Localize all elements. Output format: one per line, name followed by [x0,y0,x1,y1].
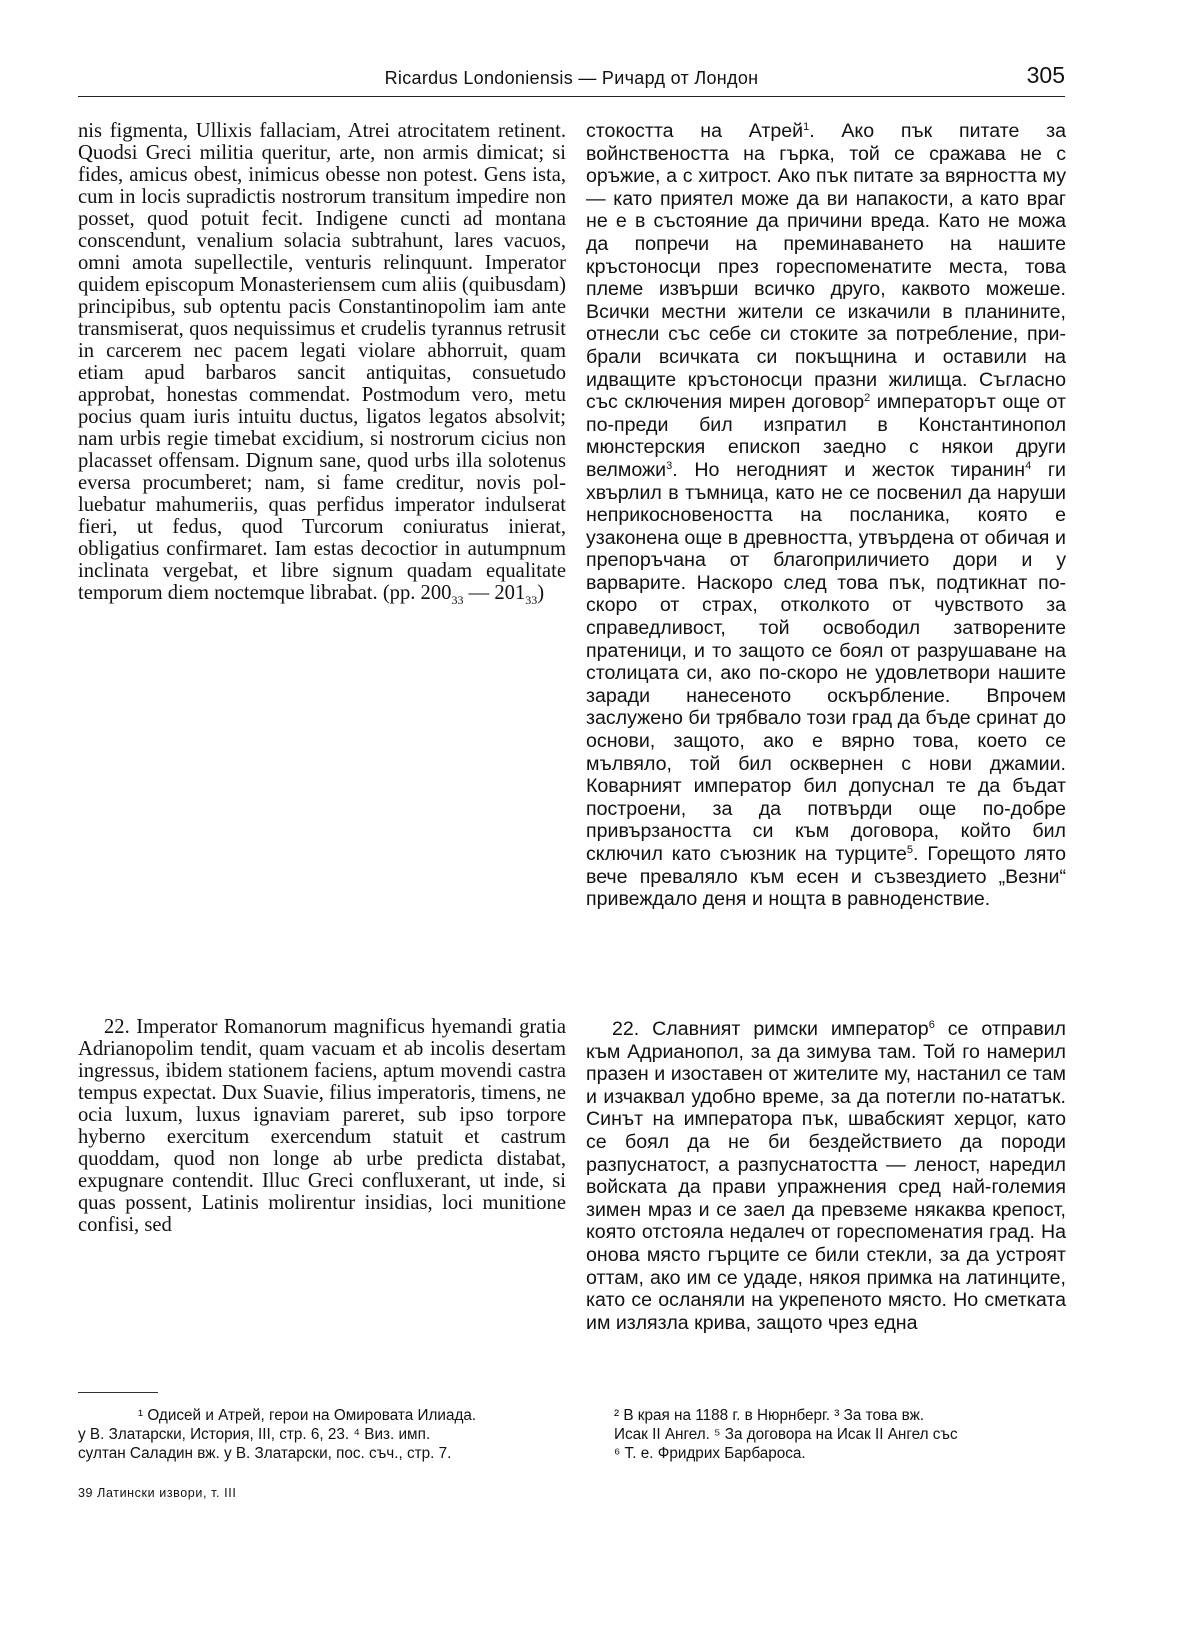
footnote-ref: 5 [906,844,914,856]
page-number: 305 [1026,62,1065,88]
running-title: Ricardus Londoniensis — Ричард от Лондон [384,68,759,88]
bulgarian-paragraph-2 [586,1018,1066,1334]
footnote-ref: 6 [928,1019,935,1031]
bg-text: . Но негодният и жесток тиранин [672,458,1026,481]
latin-paragraph-1 [78,120,566,608]
latin-ref-mid: — 201 [463,582,526,604]
bg-text: 22. Славният римски император [612,1018,929,1040]
latin-paragraph-2 [78,1016,566,1236]
page-header [78,60,1065,100]
bg-text: . Горещото лято вече преваляло към есен и съзвездието „Везни“ привеждало деня и нощта в равноденствие. [586,843,1066,911]
footnotes [78,1406,1068,1463]
bg-text: стокостта на Атрей [586,120,804,142]
footnote-text: ⁶ Т. е. Фридрих Барбароса. [614,1445,806,1462]
footnote-ref: 3 [666,459,673,472]
footnote-text: Исак II Ангел. ⁵ За договора на Исак II Ангел със [614,1426,958,1443]
footnote-ref: 4 [1025,459,1032,472]
footnote-line [78,1406,1068,1425]
header-rule [78,96,1065,97]
footnote-ref: 1 [803,121,810,133]
latin-text-1: nis figmenta, Ullixis fallaciam, Atrei atrocitatem retinent. Quodsi Greci militia queritur, arte, non armis dimicat; si fides, amicus obest, inimicus obesse non potest. Gens ista, cum in locis supradictis nostrorum transitum impedire non posset, quod potuit fecit. Indigene cuncti ad montana conscendunt, venalium solacia subtrahunt, lares vacuos, omni amota supellectile, venturis relinquunt. Imperator quidem episcopum Monasteriensem cum aliis (quibusdam) principibus, sub optentu pacis Constantinopolim iam ante transmiserat, quos nequissimus et crudelis tyrannus retrusit in carcerem nec pacem legati violare abhorruit, quam etiam apud barbaros sancit antiquitas, consuetudo approbat, honestas commendat. Postmodum vero, metu pocius quam iuris intuitu ductus, ligatos legatos absolvit; nam urbis regie timebat excidium, si nostrorum cicius non placasset offensam. Dignum sane, quod urbs illa solotenus eversa procumberet; nam, si fame creditur, novis polluebatur mahumeriis, quas perfidus imperator indulserat fieri, ut fedus, quod Turcorum coniuratus inierat, obligatius confirmaret. Iam estas decoctior in autumpnum inclinata vergebat, et libre signum quadam equalitate temporum diem noctemque librabat. (pp. 200 [78,120,566,604]
footnote-text: ¹ Одисей и Атрей, герои на Омировата Илиада. [138,1407,477,1424]
page-subscript: 33 [451,593,464,608]
footnote-rule [78,1392,158,1393]
latin-ref-end: ) [537,582,545,604]
footnote-text: султан Саладин вж. у В. Златарски, пос. съч., стр. 7. [78,1445,452,1462]
footnote-line [78,1444,1068,1463]
page-subscript: 33 [525,593,538,608]
printer-signature: 39 Латински извори, т. III [78,1486,237,1500]
footnote-ref: 2 [864,392,871,405]
footnote-text: ² В края на 1188 г. в Нюрнберг. ³ За това вж. [614,1407,925,1424]
bulgarian-paragraph-1 [586,120,1066,911]
footnote-line [78,1425,1068,1444]
footnote-text: у В. Златарски, История, III, стр. 6, 23. ⁴ Виз. имп. [78,1426,431,1443]
bg-text: ги хвърлил в тъмница, като не се посвенил да наруши неприкосновеността на посланика, която е узаконена още в древността, утвърдена от обичая и препоръчана от благоприличието дори и у варварите. Наскоро след това пък, подтикнат по-скоро от страх, отколкото от чувството за справедливост, той освободил затворените пратеници, и то защото се боял от разрушаване на столицата си, ако по-скоро не удовлетвори нашите заради нанесеното оскърбление. Впрочем заслужено би трябвало този град да бъде сринат до основи, защото, ако е вярно това, което се мълвяло, той бил осквернен с нови джамии. Коварният император бил допуснал те да бъдат построени, за да потвърди още по-добре привързаността си към договора, който бил сключил като съюзник на турците [586,458,1066,865]
latin-text-2: 22. Imperator Romanorum magnificus hyemandi gratia Adrianopolim tendit, quam vacuam et ab incolis desertam ingressus, ibidem stationem faciens, aptum movendi castra tempus expectat. Dux Suavie, filius imperatoris, timens, ne ocia luxum, luxus ignaviam pareret, sub ipso torpore hyberno exercitum exercendum statuit et castrum quoddam, quod non longe ab urbe predicta distabat, expugnare contendit. Illuc Greci confluxerant, ut inde, si quas possent, Latinis molirentur insidias, loci munitione confisi, sed [78,1016,566,1236]
bg-text: се отправил към Адрианопол, за да зимува там. Той го намерил празен и изоставен от жителите му, настанил се там и изчаквал удобно време, за да потегли по-нататък. Синът на императора пък, швабският херцог, като се боял да не би бездействието да породи разпуснатост, а разпуснатостта — леност, наредил войската да прави упражнения сред най-големия зимен мраз и се заел да превземе някаква крепост, която отстояла недалеч от гореспоменатия град. На онова място гърците се били стекли, за да устроят оттам, ако им се удаде, някоя примка на латинците, като се осланяли на укрепеното място. Но сметката им излязла крива, защото чрез една [586,1018,1066,1334]
bg-text: императорът още от по-преди бил изпратил в Константинопол мюнстерския епископ заедно с някои други велможи [586,391,1066,481]
bg-text: . Ако пък питате за войнствеността на гърка, той се сражава не с оръжие, а с хитрост. Ако пък питате за вярността му — като приятел може да ви напакости, а като враг не е в състояние да причини вреда. Като не можа да попречи на преминаването на нашите кръстоносци през гореспоменатите места, това племе извърши всичко друго, каквото можеше. Всички местни жители се изкачили в планините, отнесли със себе си стоките за потребление, прибрали всичката си покъщнина и оставили на идващите кръстоносци празни жилища. Съгласно със сключения мирен договор [586,120,1066,414]
